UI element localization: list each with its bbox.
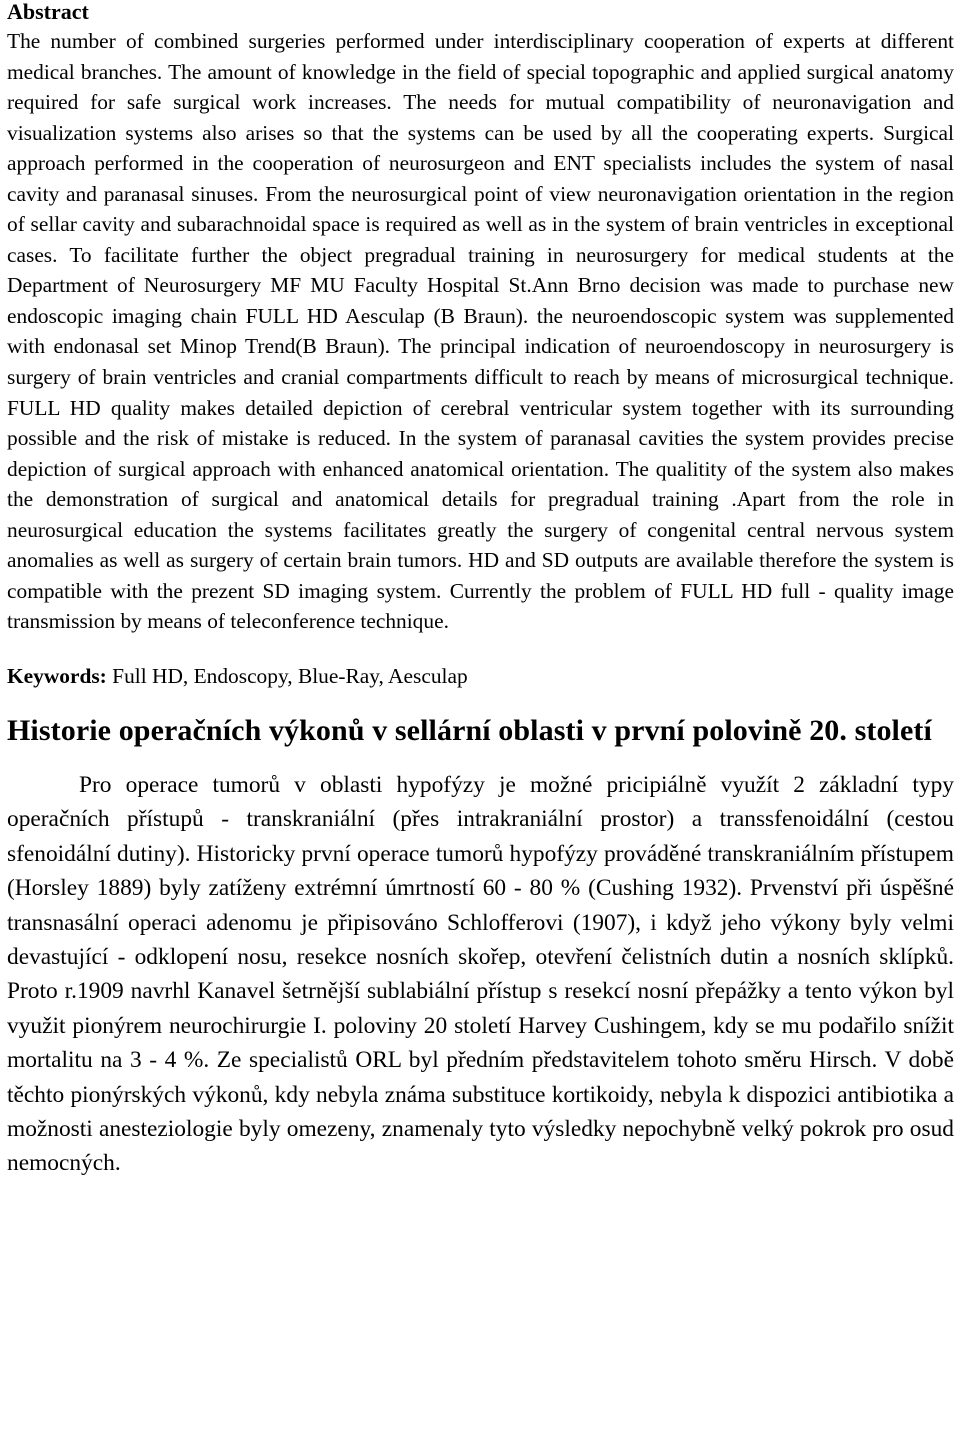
abstract-heading: Abstract [7, 0, 89, 24]
keywords-line [7, 661, 954, 691]
document-page [7, 0, 954, 1181]
section-title: Historie operačních výkonů v sellární oblasti v první polovině 20. století [7, 713, 932, 747]
section-body: Pro operace tumorů v oblasti hypofýzy je možné pricipiálně využít 2 základní typy operačních přístupů - transkraniální (přes intrakraniální prostor) a transsfenoidální (cestou sfenoidální dutiny). Historicky první operace tumorů hypofýzy prováděné transkraniálním přístupem (Horsley 1889) byly zatíženy extrémní úmrtností 60 - 80 % (Cushing 1932). Prvenství při úspěšné transnasální operaci adenomu je připisováno Schlofferovi (1907), i když jeho výkony byly velmi devastující - odklopení nosu, resekce nosních skořep, otevření čelistních dutin a nosních sklípků. Proto r.1909 navrhl Kanavel šetrnější sublabiální přístup s resekcí nosní přepážky a tento výkon byl využit pionýrem neurochirurgie I. poloviny 20 století Harvey Cushingem, kdy se mu podařilo snížit mortalitu na 3 - 4 %. Ze specialistů ORL byl předním představitelem tohoto směru Hirsch. V době těchto pionýrských výkonů, kdy nebyla známa substituce kortikoidy, nebyla k dispozici antibiotika a možnosti anesteziologie byly omezeny, znamenaly tyto výsledky nepochybně velký pokrok pro osud nemocných. [7, 771, 954, 1177]
abstract-body: The number of combined surgeries performed under interdisciplinary cooperation of experts at different medical branches. The amount of knowledge in the field of special topographic and applied surgical anatomy required for safe surgical work increases. The needs for mutual compatibility of neuronavigation and visualization systems also arises so that the systems can be used by all the cooperating experts. Surgical approach performed in the cooperation of neurosurgeon and ENT specialists includes the system of nasal cavity and paranasal sinuses. From the neurosurgical point of view neuronavigation orientation in the region of sellar cavity and subarachnoidal space is required as well as in the system of brain ventricles in exceptional cases. To facilitate further the object pregradual training in neurosurgery for medical students at the Department of Neurosurgery MF MU Faculty Hospital St.Ann Brno decision was made to purchase new endoscopic imaging chain FULL HD Aesculap (B Braun). the neuroendoscopic system was supplemented with endonasal set Minop Trend(B Braun). The principal indication of neuroendoscopy in neurosurgery is surgery of brain ventricles and cranial compartments difficult to reach by means of microsurgical technique. FULL HD quality makes detailed depiction of cerebral ventricular system together with its surrounding possible and the risk of mistake is reduced. In the system of paranasal cavities the system provides precise depiction of surgical approach with enhanced anatomical orientation. The qualitity of the system also makes the demonstration of surgical and anatomical details for pregradual training .Apart from the role in neurosurgical education the systems facilitates greatly the surgery of congenital central nervous system anomalies as well as surgery of certain brain tumors. HD and SD outputs are available therefore the system is compatible with the prezent SD imaging system. Currently the problem of FULL HD full - quality image transmission by means of teleconference technique. [7, 29, 954, 634]
keywords-value: Full HD, Endoscopy, Blue-Ray, Aesculap [112, 663, 468, 688]
keywords-label: Keywords: [7, 663, 107, 688]
